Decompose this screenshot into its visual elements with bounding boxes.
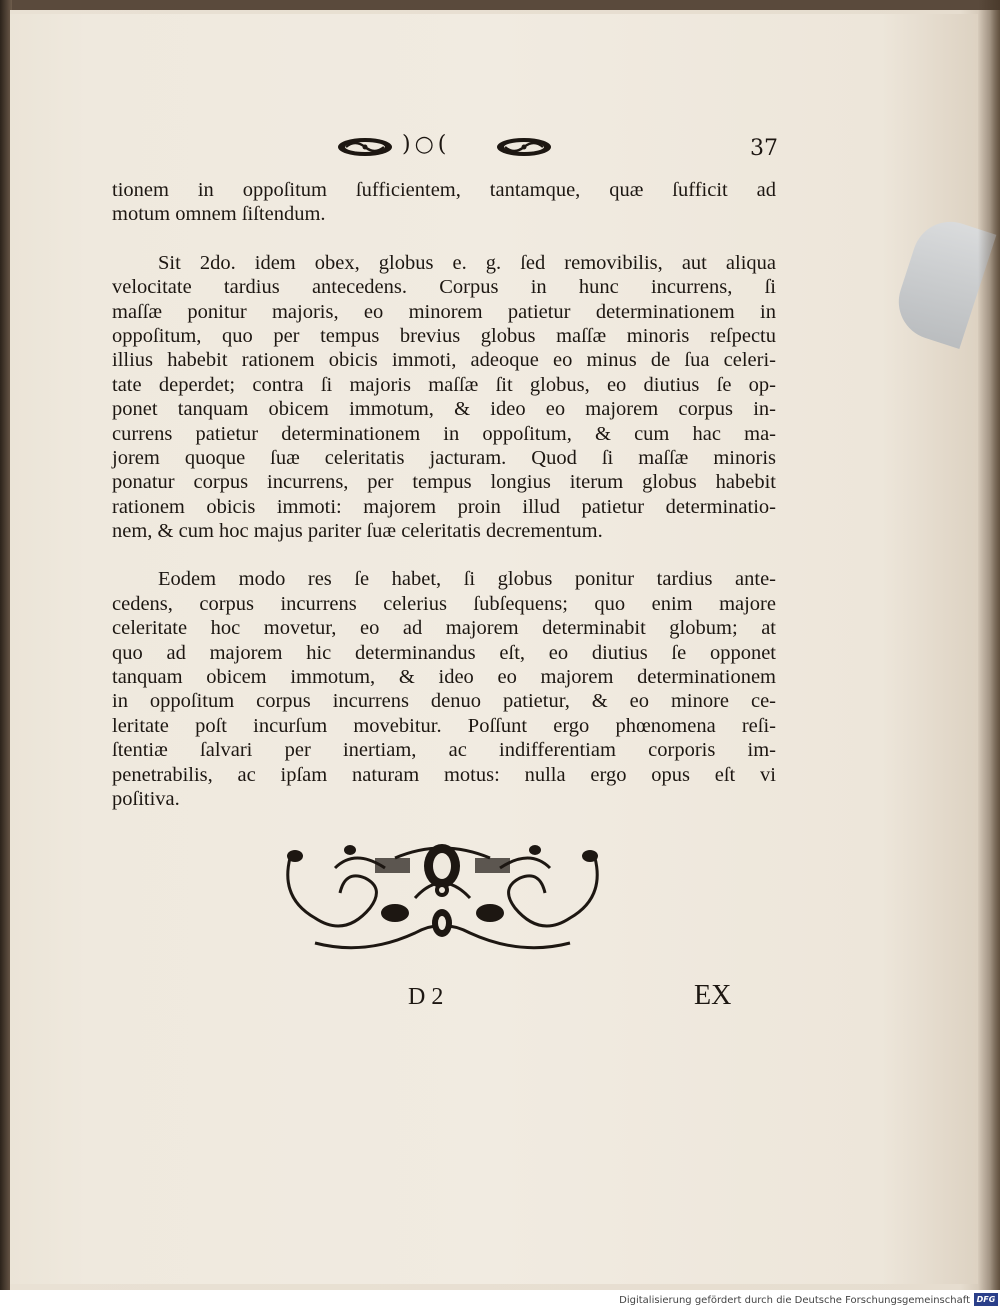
header-center-mark: )○(	[402, 132, 451, 157]
rococo-vignette-icon	[275, 838, 610, 956]
funding-credit: Digitalisierung gefördert durch die Deutsche Forschungsgemeinschaft	[619, 1295, 970, 1306]
text-line: tanquam obicem immotum, & ideo eo majorem determinationem	[112, 666, 776, 689]
fleuron-icon	[336, 136, 394, 158]
fleuron-icon	[495, 136, 553, 158]
text-line: cedens, corpus incurrens celerius ſubſequens; quo enim majore	[112, 592, 776, 615]
text-line: currens patietur determinationem in oppoſitum, & cum hac ma-	[112, 422, 776, 445]
running-header	[330, 132, 790, 162]
text-line: leritate poſt incurſum movebitur. Poſſunt ergo phœnomena reſi-	[112, 714, 776, 737]
text-line: ponet tanquam obicem immotum, & ideo eo majorem corpus in-	[112, 398, 776, 421]
page-edge-shadow	[978, 0, 1000, 1290]
text-line: Eodem modo res ſe habet, ſi globus ponitur tardius ante-	[158, 568, 776, 591]
text-line: rationem obicis immoti: majorem proin illud patietur determinatio-	[112, 495, 776, 518]
paragraph-3	[112, 567, 776, 811]
text-line: jorem quoque ſuæ celeritatis jacturam. Quod ſi maſſæ minoris	[112, 446, 776, 469]
signature-mark: D 2	[408, 984, 444, 1010]
text-line: illius habebit rationem obicis immoti, adeoque eo minus de ſua celeri-	[112, 349, 776, 372]
text-line: celeritate hoc movetur, eo ad majorem determinabit globum; at	[112, 617, 776, 640]
text-line: maſſæ ponitur majoris, eo minorem patietur determinationem in	[112, 300, 776, 323]
text-line: Sit 2do. idem obex, globus e. g. ſed removibilis, aut aliqua	[158, 251, 776, 274]
text-line: quo ad majorem hic determinandus eſt, eo diutius ſe opponet	[112, 641, 776, 664]
text-line: ſtentiæ ſalvari per inertiam, ac indifferentiam corporis im-	[112, 739, 776, 762]
page-number: 37	[750, 136, 778, 161]
dfg-logo-icon: DFG	[974, 1293, 998, 1306]
text-line: poſitiva.	[112, 787, 180, 810]
paragraph-2	[112, 251, 776, 544]
text-line: in oppoſitum corpus incurrens denuo patietur, & eo minore ce-	[112, 690, 776, 713]
text-line: penetrabilis, ac ipſam naturam motus: nulla ergo opus eſt vi	[112, 763, 776, 786]
text-line: motum omnem ſiſtendum.	[112, 203, 326, 226]
body-text	[112, 178, 776, 835]
digitization-footer	[0, 1290, 1000, 1308]
text-line: ponatur corpus incurrens, per tempus longius iterum globus habebit	[112, 471, 776, 494]
catchword: EX	[694, 980, 732, 1011]
paragraph-1	[112, 178, 776, 227]
text-line: velocitate tardius antecedens. Corpus in hunc incurrens, ſi	[112, 276, 776, 299]
text-line: nem, & cum hoc majus pariter ſuæ celeritatis decrementum.	[112, 520, 603, 543]
text-line: tate deperdet; contra ſi majoris maſſæ ſit globus, eo diutius ſe op-	[112, 373, 776, 396]
text-line: oppoſitum, quo per tempus brevius globus maſſæ minoris reſpectu	[112, 324, 776, 347]
text-line: tionem in oppoſitum ſufficientem, tantamque, quæ ſufficit ad	[112, 179, 776, 201]
